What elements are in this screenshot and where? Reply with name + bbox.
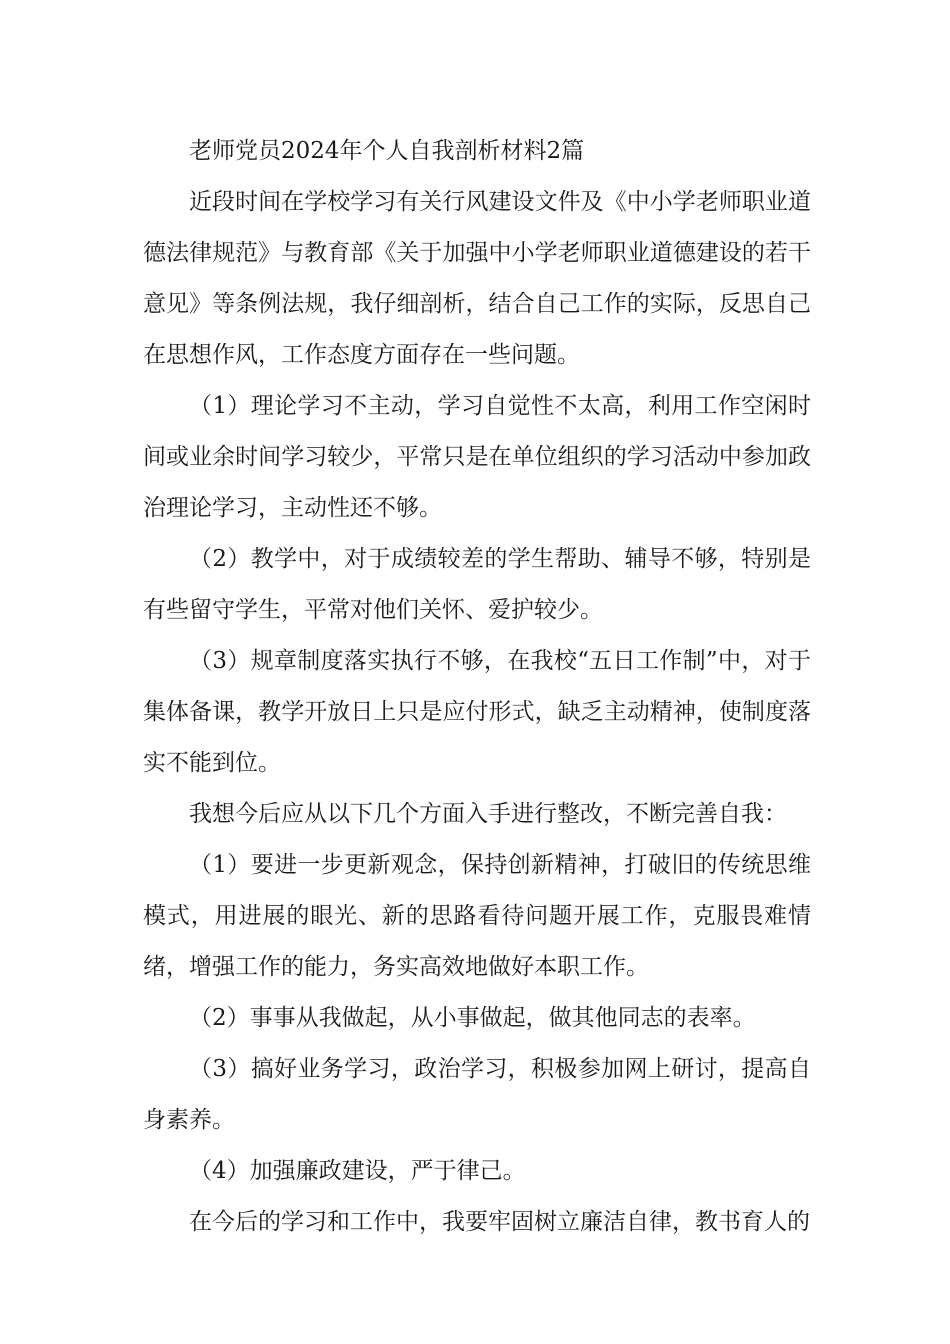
paragraph-intro: 近段时间在学校学习有关行风建设文件及《中小学老师职业道德法律规范》与教育部《关于加强中小学老师职业道德建设的若干意见》等条例法规，我仔细剖析，结合自己工作的实际，反思自己在思想作风，工作态度方面存在一些问题。 xyxy=(143,189,811,368)
paragraph-measure-1: （1）要进一步更新观念，保持创新精神，打破旧的传统思维模式，用进展的眼光、新的思路看待问题开展工作，克服畏难情绪，增强工作的能力，务实高效地做好本职工作。 xyxy=(143,852,811,980)
paragraph-measure-3: （3）搞好业务学习，政治学习，积极参加网上研讨，提高自身素养。 xyxy=(143,1056,811,1133)
paragraph-measure-4: （4）加强廉政建设，严于律己。 xyxy=(189,1158,526,1184)
paragraph-closing: 在今后的学习和工作中，我要牢固树立廉洁自律，教书育人的 xyxy=(189,1209,810,1235)
paragraph-problem-3: （3）规章制度落实执行不够，在我校“五日工作制”中，对于集体备课，教学开放日上只是应付形式，缺乏主动精神，使制度落实不能到位。 xyxy=(143,648,811,776)
paragraph-measure-2: （2）事事从我做起，从小事做起，做其他同志的表率。 xyxy=(189,1005,756,1031)
paragraph-problem-1: （1）理论学习不主动，学习自觉性不太高，利用工作空闲时间或业余时间学习较少，平常只是在单位组织的学习活动中参加政治理论学习，主动性还不够。 xyxy=(143,393,811,521)
paragraph-rectification-intro: 我想今后应从以下几个方面入手进行整改，不断完善自我： xyxy=(189,801,787,827)
document-title: 老师党员2024年个人自我剖析材料2篇 xyxy=(189,138,585,164)
paragraph-problem-2: （2）教学中，对于成绩较差的学生帮助、辅导不够，特别是有些留守学生，平常对他们关怀、爱护较少。 xyxy=(143,546,811,623)
document-body xyxy=(143,126,811,1248)
